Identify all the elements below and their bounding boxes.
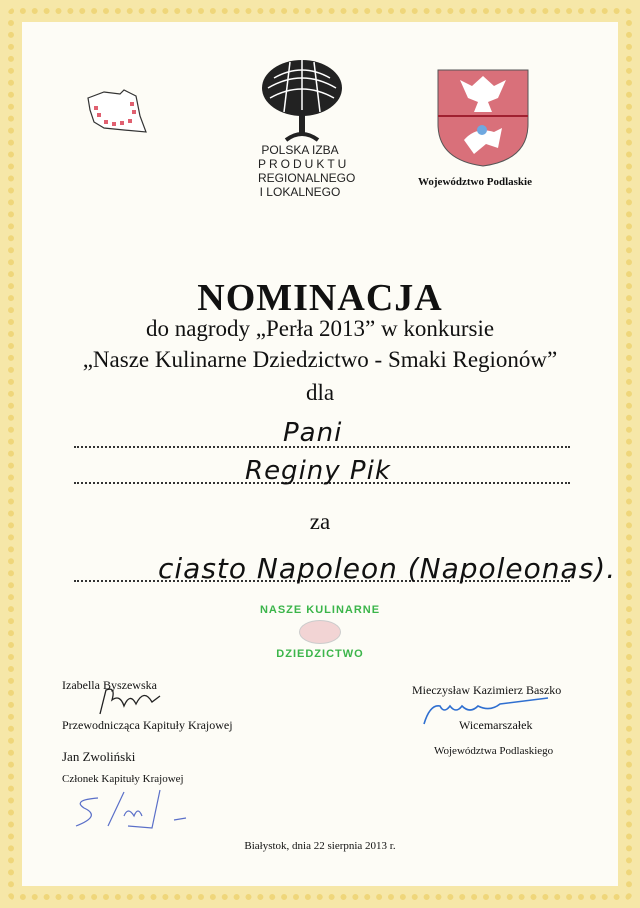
signatory-3-office: Województwa Podlaskiego — [434, 745, 554, 757]
chamber-line: REGIONALNEGO — [258, 171, 356, 185]
product-handwritten: ciasto Napoleon (Napoleonas). — [158, 552, 617, 585]
award-line: do nagrody „Perła 2013” w konkursie — [145, 316, 495, 341]
chamber-line: POLSKA IZBA — [261, 143, 339, 157]
signatory-1-name: Izabella Byszewska — [62, 678, 157, 692]
signatory-3-role: Wicemarszałek — [459, 718, 533, 732]
certificate-title: NOMINACJA — [197, 277, 443, 319]
coat-of-arms — [436, 68, 530, 168]
recipient-name-handwritten: Reginy Pik — [245, 456, 391, 486]
chamber-line: I LOKALNEGO — [259, 185, 341, 199]
badge-top-text: NASZE KULINARNE — [259, 604, 381, 616]
chamber-logo-text — [258, 143, 356, 199]
contest-badge-logo — [250, 604, 390, 670]
place-and-date: Białystok, dnia 22 sierpnia 2013 r. — [244, 840, 396, 852]
chamber-line: PRODUKTU — [258, 157, 350, 171]
signature-2 — [68, 786, 198, 834]
recipient-title-handwritten: Pani — [283, 418, 343, 448]
voivodeship-label: Województwo Podlaskie — [418, 176, 532, 188]
signatory-1-role: Przewodnicząca Kapituły Krajowej — [62, 718, 233, 732]
signatory-2-name: Jan Zwoliński — [62, 749, 136, 764]
for-label: dla — [305, 380, 335, 405]
signatory-3-name: Mieczysław Kazimierz Baszko — [412, 683, 562, 697]
badge-bottom-text: DZIEDZICTWO — [276, 648, 364, 660]
for-product-label: za — [309, 509, 331, 534]
tree-logo — [260, 58, 344, 144]
contest-line: „Nasze Kulinarne Dziedzictwo - Smaki Regionów” — [82, 347, 558, 372]
badge-emblem — [299, 620, 341, 644]
poland-map-logo — [84, 86, 150, 140]
signatory-2-role: Członek Kapituły Krajowej — [62, 773, 184, 785]
